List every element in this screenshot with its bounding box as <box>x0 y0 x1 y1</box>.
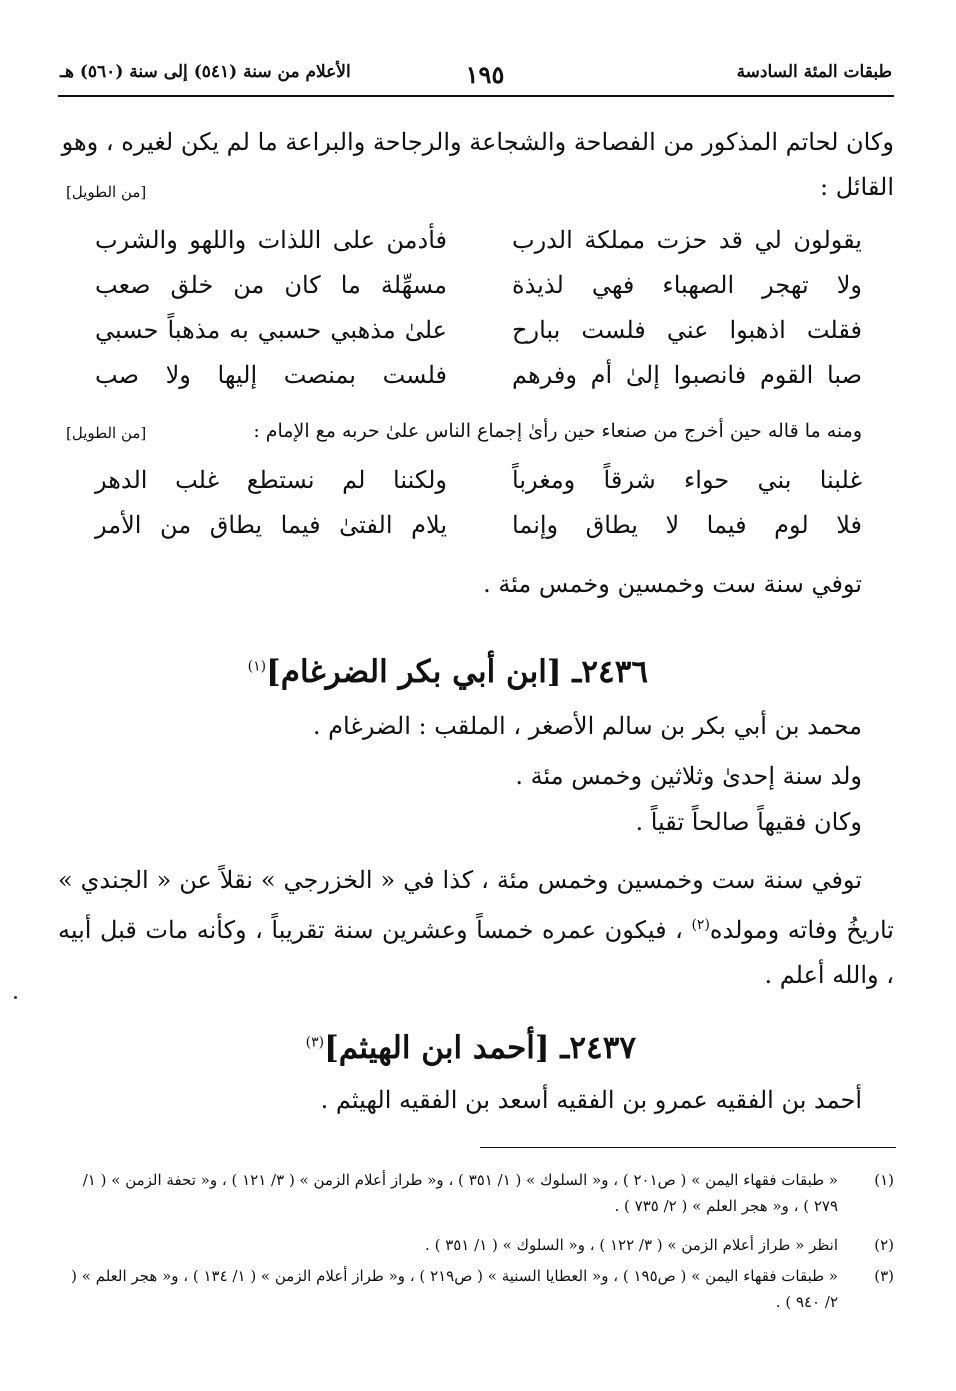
footnote-3-number: (٣) <box>874 1267 894 1285</box>
footnote-2 <box>58 1232 894 1258</box>
entry-2436-para-a: توفي سنة ست وخمسين وخمس مئة ، كذا في « الخزرجي » نقلاً عن « الجندي » تاريخُ وفاته ومولده <box>58 866 894 944</box>
intro-line-1: وكان لحاتم المذكور من الفصاحة والشجاعة والرجاحة والبراعة ما لم يكن لغيره ، وهو <box>61 128 894 156</box>
intro-line-2: القائل : <box>819 173 894 201</box>
verse-6-ajuz: يلام الفتىٰ فيما يطاق من الأمر <box>95 511 447 539</box>
verse-4-ajuz: فلست بمنصت إليها ولا صب <box>95 361 447 389</box>
scan-speck <box>14 996 17 999</box>
verse-2-ajuz: مسهِّلة ما كان من خلق صعب <box>95 271 447 299</box>
running-head-right: طبقات المئة السادسة <box>736 62 892 82</box>
footnote-rule <box>480 1147 896 1148</box>
footnote-1-text: « طبقات فقهاء اليمن » ( ص٢٠١ ) ، و« السلوك » ( ١/ ٣٥١ ) ، و« طراز أعلام الزمن » ( ٣/ ١٢١ ) ، و« تحفة الزمن » ( ١/ ٢٧٩ ) ، و« هجر العلم » ( ٢/ ٧٣٥ ) . <box>82 1171 838 1215</box>
footnote-3 <box>58 1263 894 1315</box>
verse-3-ajuz: علىٰ مذهبي حسبي به مذهباً حسبي <box>95 316 447 344</box>
entry-2437-title <box>306 1030 636 1066</box>
footnote-3-text: « طبقات فقهاء اليمن » ( ص١٩٥ ) ، و« العطايا السنية » ( ص٢١٩ ) ، و« طراز أعلام الزمن » ( ١/ ١٣٤ ) ، و« هجر العلم » ( ٢/ ٩٤٠ ) . <box>71 1267 838 1311</box>
entry-2436-title <box>248 654 648 690</box>
verse-5-ajuz: ولكننا لم نستطع غلب الدهر <box>95 466 447 494</box>
verse-1-ajuz: فأدمن على اللذات واللهو والشرب <box>95 226 447 254</box>
verse-1-sadr: يقولون لي قد حزت مملكة الدرب <box>512 226 862 254</box>
verse-2-sadr: ولا تهجر الصهباء فهي لذيذة <box>512 271 862 299</box>
entry-2436-line-2: ولد سنة إحدىٰ وثلاثين وخمس مئة . <box>515 762 862 790</box>
entry-2436-para-b: ، فيكون عمره خمساً وعشرين سنة تقريباً ، وكأنه مات قبل أبيه ، والله أعلم . <box>58 916 894 989</box>
verse-3-sadr: فقلت اذهبوا عني فلست ببارح <box>512 316 862 344</box>
intro-2: ومنه ما قاله حين أخرج من صنعاء حين رأىٰ إجماع الناس علىٰ حربه مع الإمام : <box>253 420 862 442</box>
footnote-1-number: (١) <box>874 1171 894 1189</box>
verse-5-sadr: غلبنا بني حواء شرقاً ومغرباً <box>512 466 862 494</box>
verse-6-sadr: فلا لوم فيما لا يطاق وإنما <box>512 511 862 539</box>
footnote-ref-2: (٢) <box>691 917 710 933</box>
footnote-2-number: (٢) <box>874 1236 894 1254</box>
entry-2437-title-text: ٢٤٣٧ـ [أحمد ابن الهيثم] <box>324 1030 636 1066</box>
verse-4-sadr: صبا القوم فانصبوا إلىٰ أم وفرهم <box>512 361 862 389</box>
entry-2436-line-3: وكان فقيهاً صالحاً تقياً . <box>635 808 862 836</box>
entry-2437-line-1: أحمد بن الفقيه عمرو بن الفقيه أسعد بن الفقيه الهيثم . <box>320 1086 862 1114</box>
entry-2436-title-text: ٢٤٣٦ـ [ابن أبي بكر الضرغام] <box>266 654 648 690</box>
footnote-ref-1: (١) <box>247 658 267 675</box>
death-note-1: توفي سنة ست وخمسين وخمس مئة . <box>483 570 862 598</box>
entry-2436-paragraph <box>58 858 894 998</box>
meter-label-1: [من الطويل] <box>66 183 147 201</box>
footnote-ref-3: (٣) <box>305 1034 325 1051</box>
page-number: ١٩٥ <box>465 60 505 89</box>
meter-label-2: [من الطويل] <box>66 424 147 442</box>
entry-2436-line-1: محمد بن أبي بكر بن سالم الأصغر ، الملقب : الضرغام . <box>312 712 862 740</box>
footnote-2-text: انظر « طراز أعلام الزمن » ( ٣/ ١٢٢ ) ، و« السلوك » ( ١/ ٣٥١ ) . <box>425 1236 838 1254</box>
running-head-left: الأعلام من سنة (٥٤١) إلى سنة (٥٦٠) هـ <box>60 62 351 82</box>
footnote-1 <box>58 1167 894 1219</box>
header-rule <box>58 95 894 97</box>
